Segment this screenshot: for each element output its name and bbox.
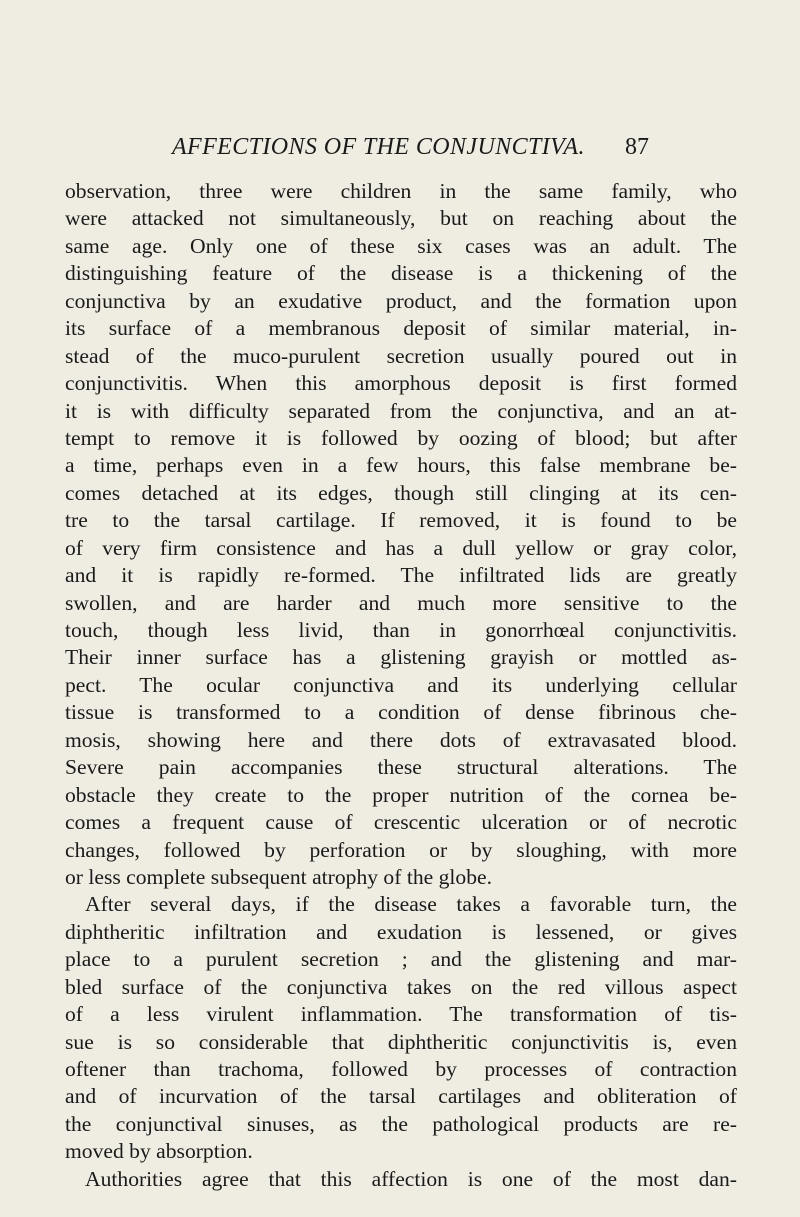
text-line: of a less virulent inflammation. The transformation of tis- bbox=[65, 1002, 737, 1027]
text-line: observation, three were children in the same family, who bbox=[65, 179, 737, 203]
text-line: sue is so considerable that diphtheritic conjunctivitis is, even bbox=[65, 1029, 737, 1054]
text-line: a time, perhaps even in a few hours, this false membrane be- bbox=[65, 453, 737, 478]
text-line: diphtheritic infiltration and exudation is lessened, or gives bbox=[65, 919, 737, 944]
text-line: and it is rapidly re-formed. The infiltrated lids are greatly bbox=[65, 563, 737, 588]
text-line: or less complete subsequent atrophy of the globe. bbox=[65, 864, 492, 889]
text-line: Authorities agree that this affection is one of the most dan- bbox=[85, 1166, 737, 1191]
text-line: comes a frequent cause of crescentic ulceration or of necrotic bbox=[65, 810, 737, 835]
text-line: the conjunctival sinuses, as the pathological products are re- bbox=[65, 1111, 737, 1136]
text-line: conjunctiva by an exudative product, and the formation upon bbox=[65, 288, 737, 313]
text-line: obstacle they create to the proper nutrition of the cornea be- bbox=[65, 782, 737, 807]
text-line: pect. The ocular conjunctiva and its underlying cellular bbox=[65, 672, 737, 697]
text-line: stead of the muco-purulent secretion usually poured out in bbox=[65, 343, 737, 368]
text-line: tre to the tarsal cartilage. If removed, it is found to be bbox=[65, 508, 737, 533]
text-line: changes, followed by perforation or by sloughing, with more bbox=[65, 837, 737, 862]
text-line: Severe pain accompanies these structural alterations. The bbox=[65, 755, 737, 780]
text-line: were attacked not simultaneously, but on reaching about the bbox=[65, 206, 737, 231]
text-line: After several days, if the disease takes a favorable turn, the bbox=[85, 892, 737, 917]
text-line: place to a purulent secretion ; and the glistening and mar- bbox=[65, 947, 737, 972]
text-line: and of incurvation of the tarsal cartilages and obliteration of bbox=[65, 1084, 737, 1109]
text-line: moved by absorption. bbox=[65, 1139, 253, 1164]
text-line: tempt to remove it is followed by oozing of blood; but after bbox=[65, 425, 737, 450]
text-line: oftener than trachoma, followed by processes of contraction bbox=[65, 1057, 737, 1081]
text-line: same age. Only one of these six cases was an adult. The bbox=[65, 233, 737, 258]
text-line: of very firm consistence and has a dull yellow or gray color, bbox=[65, 535, 737, 560]
page-number: 87 bbox=[625, 134, 649, 160]
running-head bbox=[0, 134, 800, 164]
text-line: swollen, and are harder and much more sensitive to the bbox=[65, 590, 737, 615]
text-line: touch, though less livid, than in gonorrhœal conjunctivitis. bbox=[65, 618, 737, 642]
text-line: comes detached at its edges, though still clinging at its cen- bbox=[65, 480, 737, 505]
text-line: Their inner surface has a glistening grayish or mottled as- bbox=[65, 645, 737, 670]
text-line: mosis, showing here and there dots of extravasated blood. bbox=[65, 727, 737, 752]
text-line: its surface of a membranous deposit of similar material, in- bbox=[65, 316, 737, 341]
text-line: conjunctivitis. When this amorphous deposit is first formed bbox=[65, 371, 737, 396]
running-title: AFFECTIONS OF THE CONJUNCTIVA. bbox=[172, 134, 585, 160]
text-line: it is with difficulty separated from the conjunctiva, and an at- bbox=[65, 398, 737, 423]
text-line: distinguishing feature of the disease is a thickening of the bbox=[65, 261, 737, 286]
body-text bbox=[65, 178, 737, 1193]
text-line: bled surface of the conjunctiva takes on the red villous aspect bbox=[65, 974, 737, 999]
text-line: tissue is transformed to a condition of dense fibrinous che- bbox=[65, 700, 737, 725]
